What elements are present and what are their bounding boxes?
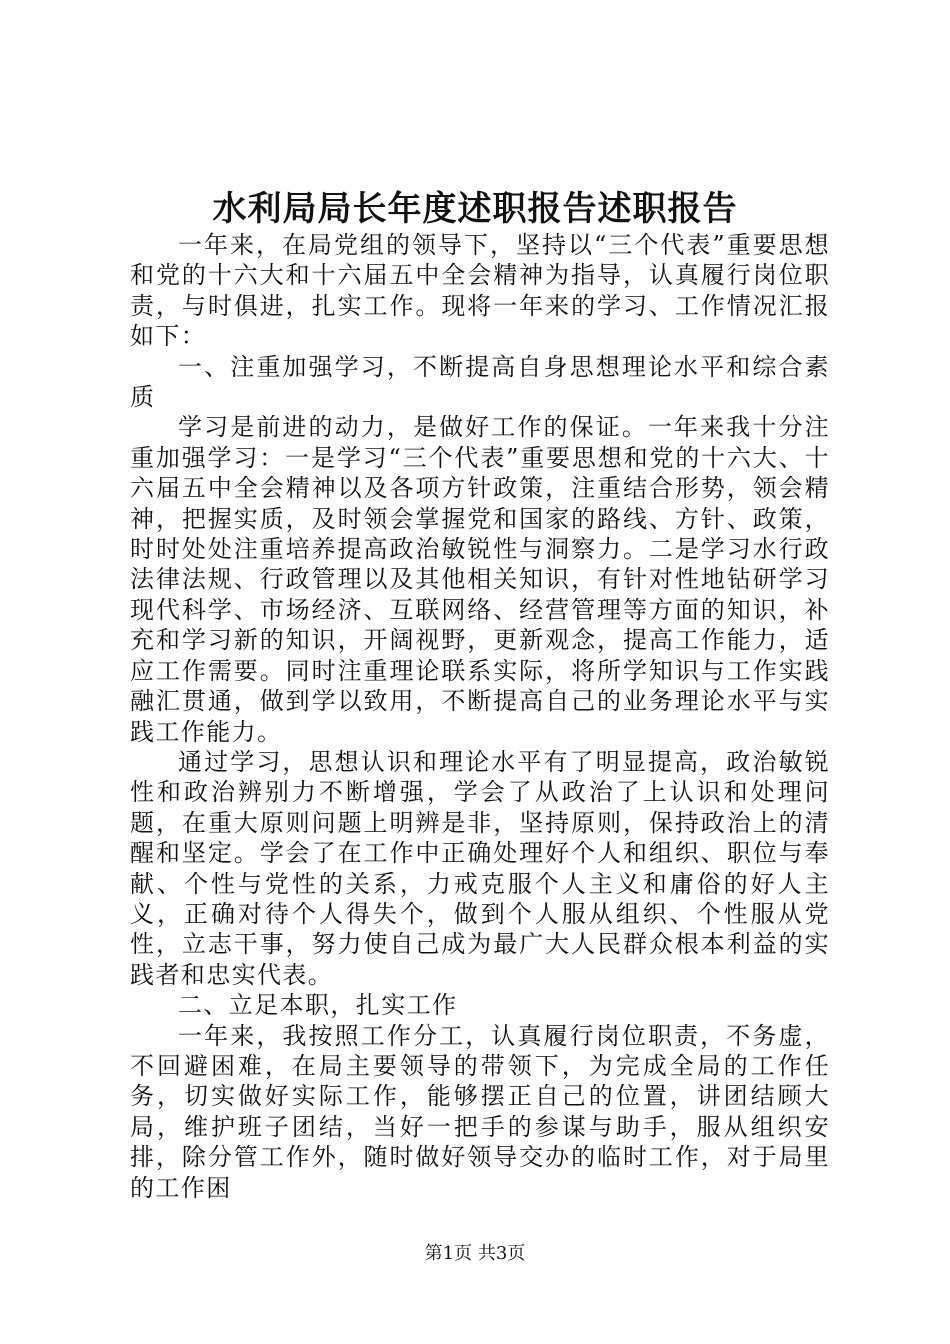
paragraph-results: 通过学习，思想认识和理论水平有了明显提高，政治敏锐性和政治辨别力不断增强，学会了从政治了上认识和处理问题，在重大原则问题上明辨是非，坚持原则，保持政治上的清醒和坚定。学会了在工作中正确处理好个人和组织、职位与奉献、个性与党性的关系，力戒克服个人主义和庸俗的好人主义，正确对待个人得失个，做到个人服从组织、个性服从党性，立志干事，努力使自己成为最广大人民群众根本利益的实践者和忠实代表。	[130, 747, 830, 989]
paragraph-study: 学习是前进的动力，是做好工作的保证。一年来我十分注重加强学习：一是学习“三个代表”重要思想和党的十六大、十六届五中全会精神以及各项方针政策，注重结合形势，领会精神，把握实质，及时领会掌握党和国家的路线、方针、政策，时时处处注重培养提高政治敏锐性与洞察力。二是学习水行政法律法规、行政管理以及其他相关知识，有针对性地钻研学习现代科学、市场经济、互联网络、经营管理等方面的知识，补充和学习新的知识，开阔视野，更新观念，提高工作能力，适应工作需要。同时注重理论联系实际，将所学知识与工作实践融汇贯通，做到学以致用，不断提高自己的业务理论水平与实践工作能力。	[130, 413, 830, 746]
section-heading-1: 一、注重加强学习，不断提高自身思想理论水平和综合素质	[130, 352, 830, 412]
document-title: 水利局局长年度述职报告述职报告	[212, 189, 738, 229]
document-body	[130, 230, 830, 1203]
page-footer: 第1页 共3页	[424, 1243, 526, 1264]
paragraph-work: 一年来，我按照工作分工，认真履行岗位职责，不务虚，不回避困难，在局主要领导的带领下，为完成全局的工作任务，切实做好实际工作，能够摆正自己的位置，讲团结顾大局，维护班子团结，当好一把手的参谋与助手，服从组织安排，除分管工作外，随时做好领导交办的临时工作，对于局里的工作困	[130, 1021, 830, 1202]
section-heading-2: 二、立足本职，扎实工作	[178, 991, 458, 1020]
paragraph-intro: 一年来，在局党组的领导下，坚持以“三个代表”重要思想和党的十六大和十六届五中全会精神为指导，认真履行岗位职责，与时俱进，扎实工作。现将一年来的学习、工作情况汇报如下：	[130, 231, 830, 351]
